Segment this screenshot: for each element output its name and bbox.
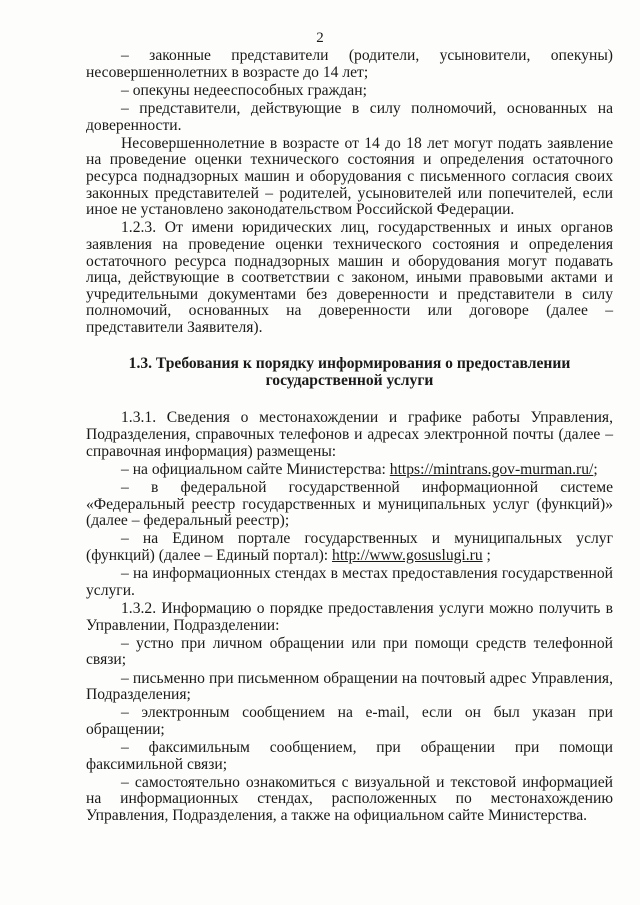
- page-number: 2: [316, 30, 324, 46]
- paragraph: 1.3.1. Сведения о местонахождении и графике работы Управления, Подразделения, справочных телефонов и адресах электронной почты (далее – справочная информация) размещены:: [86, 409, 613, 460]
- paragraph: – самостоятельно ознакомиться с визуальной и текстовой информацией на информационных стендах, расположенных по местонахождению Управления, Подразделения, а также на официальном сайте Министерства.: [86, 773, 613, 825]
- document-body: [86, 48, 613, 826]
- paragraph: – на информационных стендах в местах предоставления государственной услуги.: [86, 565, 613, 599]
- paragraph: – представители, действующие в силу полномочий, основанных на доверенности.: [86, 99, 613, 134]
- paragraph: – в федеральной государственной информационной системе «Федеральный реестр государственных и муниципальных услуг (функций)» (далее – федеральный реестр);: [86, 479, 613, 530]
- paragraph: – законные представители (родители, усыновители, опекуны) несовершеннолетних в возрасте до 14 лет;: [86, 47, 613, 81]
- paragraph-text: – на официальном сайте Министерства:: [121, 460, 390, 478]
- paragraph: Несовершеннолетние в возрасте от 14 до 18 лет могут подать заявление на проведение оценки технического состояния и определения остаточного ресурса поднадзорных машин и оборудования с письменного согласия своих законных представителей – родителей, усыновителей или попечителей, если иное не установлено законодательством Российской Федерации.: [86, 134, 613, 219]
- paragraph: [86, 531, 613, 564]
- paragraph: – письменно при письменном обращении на почтовый адрес Управления, Подразделения;: [86, 669, 613, 704]
- paragraph-text: – на Едином портале государственных и муниципальных услуг (функций) (далее – Единый портал):: [86, 530, 613, 564]
- gosuslugi-link[interactable]: http://www.gosuslugi.ru: [332, 547, 483, 564]
- paragraph: 1.3.2. Информацию о порядке предоставления услуги можно получить в Управлении, Подразделении:: [86, 599, 613, 634]
- paragraph: 1.2.3. От имени юридических лиц, государственных и иных органов заявления на проведение оценки технического состояния и определения остаточного ресурса поднадзорных машин и оборудования могут подавать лица, действующие в соответствии с законом, иными правовыми актами и учредительными документами без доверенности и представители в силу полномочий, основанных на доверенности или договоре (далее – представители Заявителя).: [86, 219, 613, 336]
- paragraph: – опекуны недееспособных граждан;: [121, 81, 367, 99]
- section-heading: 1.3. Требования к порядку информирования о предоставлении государственной услуги: [128, 355, 571, 390]
- paragraph-text: ;: [482, 547, 491, 564]
- paragraph-text: ;: [593, 460, 598, 478]
- paragraph: – факсимильным сообщением, при обращении при помощи факсимильной связи;: [86, 739, 613, 773]
- ministry-website-link[interactable]: https://mintrans.gov-murman.ru/: [389, 460, 594, 478]
- paragraph: – устно при личном обращении или при помощи средств телефонной связи;: [86, 634, 613, 669]
- paragraph: – электронным сообщением на e-mail, если он был указан при обращении;: [86, 704, 613, 738]
- paragraph: [86, 462, 613, 479]
